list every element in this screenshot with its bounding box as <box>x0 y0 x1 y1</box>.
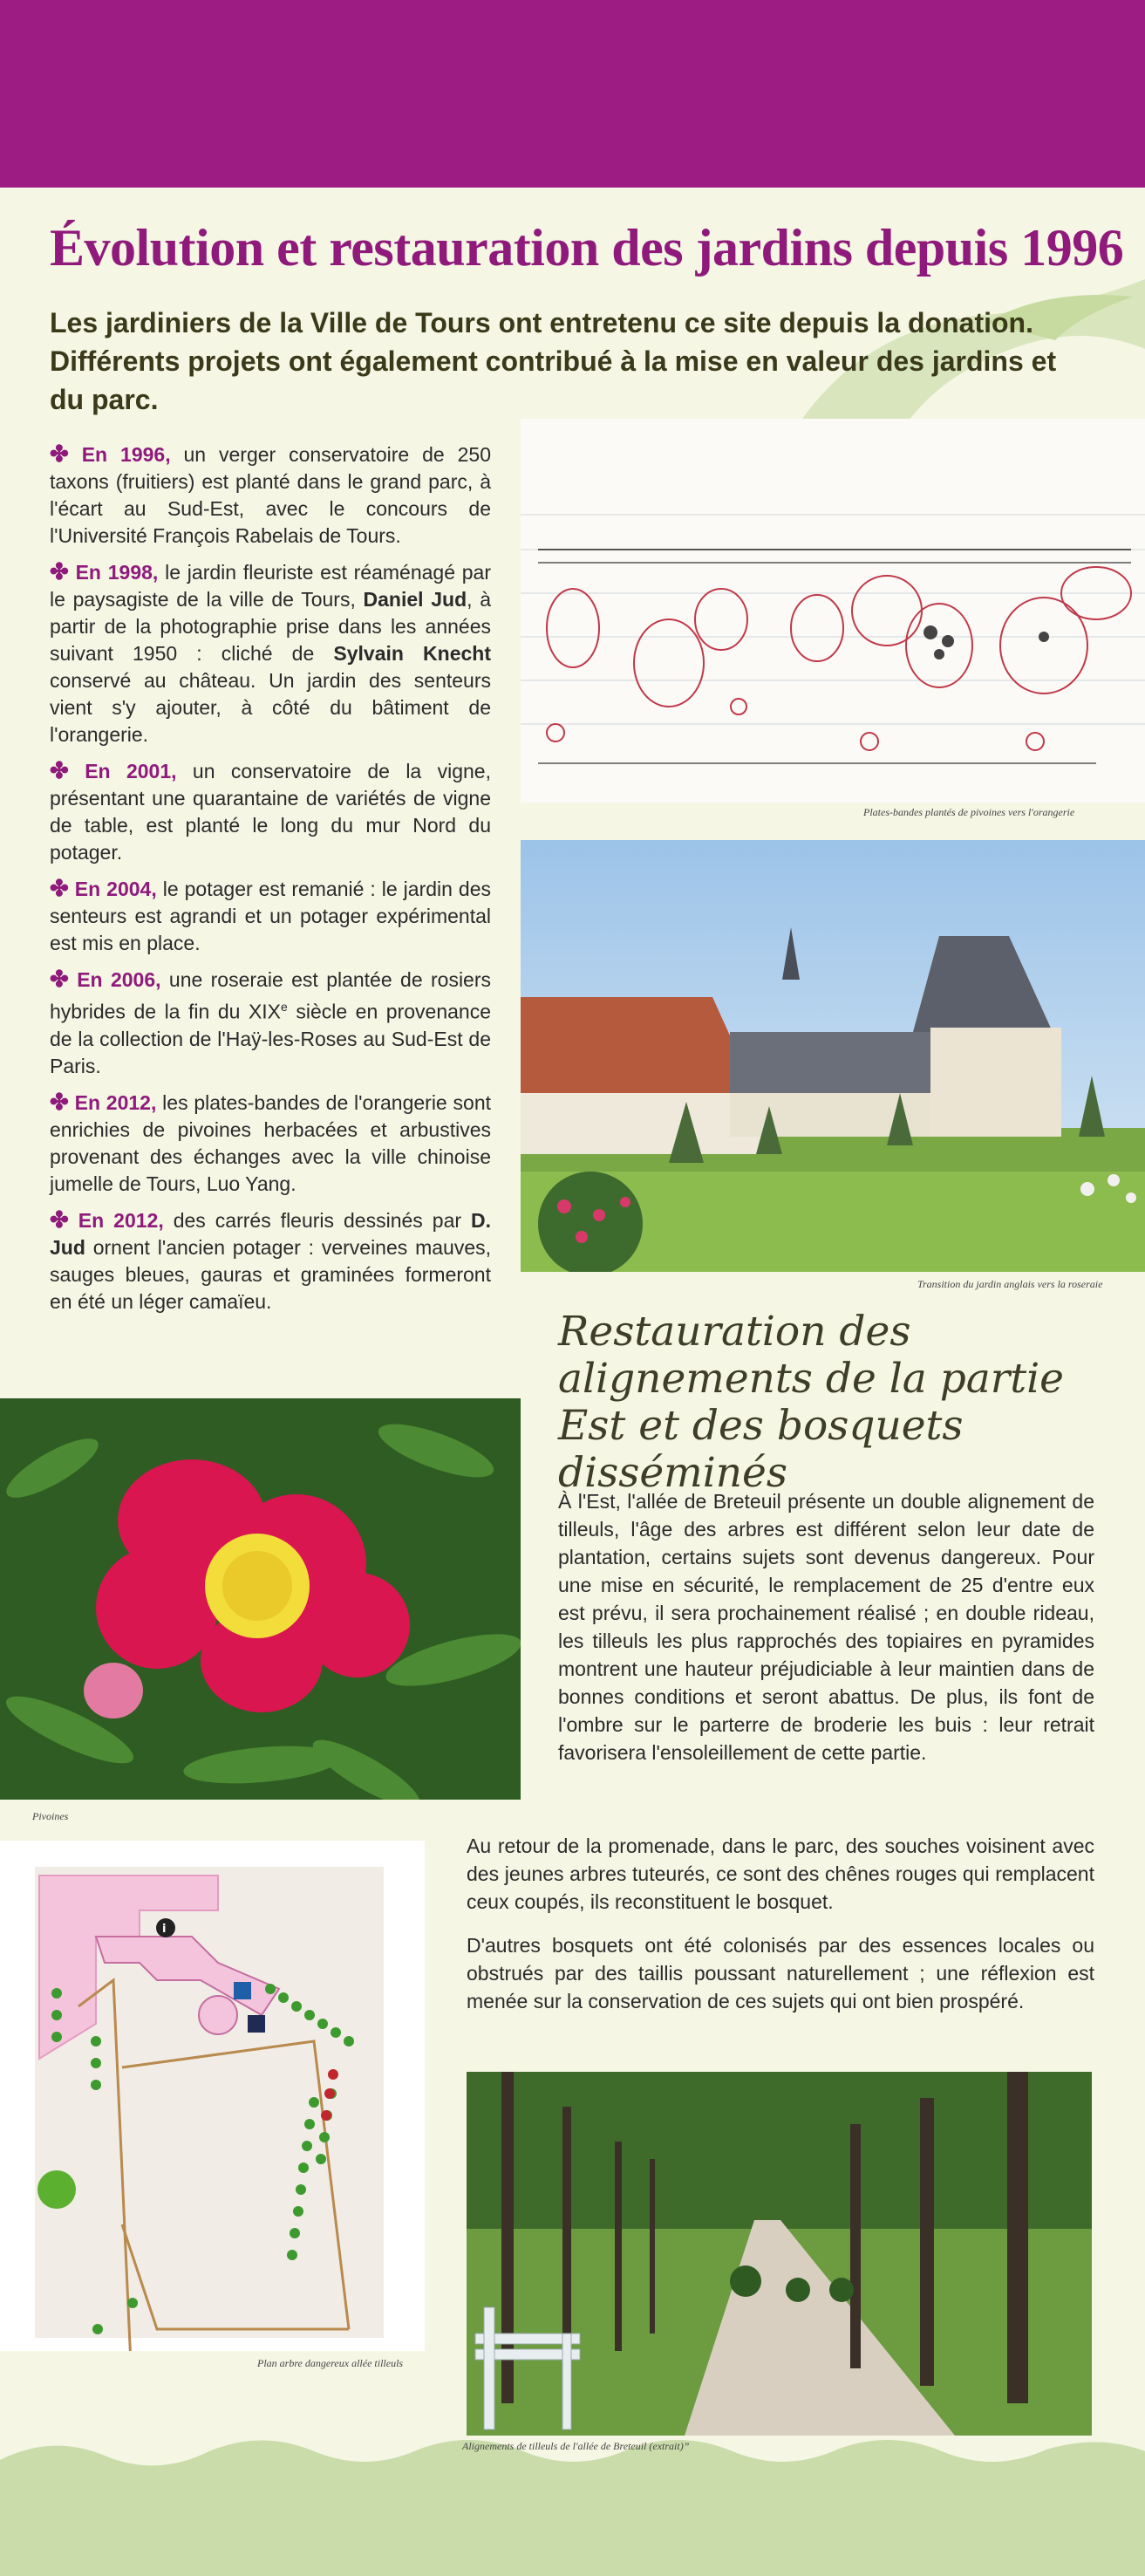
history-item <box>50 966 491 1080</box>
sketch-drawing <box>521 419 1145 803</box>
accessibility-icon <box>248 2015 265 2033</box>
history-text: une roseraie est plantée de rosiers hybrides de la fin du XIX <box>50 968 491 1023</box>
flower-bullet-icon: ✤ <box>50 558 69 584</box>
section-body <box>558 1487 1094 1782</box>
flower-bullet-icon: ✤ <box>50 757 69 783</box>
history-year: En 2004, <box>74 878 157 900</box>
castle-illustration <box>521 840 1145 1272</box>
flower-bullet-icon: ✤ <box>50 1088 69 1115</box>
person-name: D. Jud <box>50 1208 492 1259</box>
history-text: le potager est remanié : le jardin des senteurs est agrandi et un potager expérimental est mis en place. <box>50 878 492 954</box>
history-item <box>50 1089 491 1198</box>
history-year: En 1996, <box>81 443 171 466</box>
history-item <box>50 441 491 550</box>
history-year: En 2012, <box>78 1208 164 1232</box>
header-wave <box>0 131 1145 201</box>
flower-bullet-icon: ✤ <box>50 966 69 992</box>
history-year: En 1998, <box>75 561 159 584</box>
history-text: un conservatoire de la vigne, présentant une quarantaine de variétés de vigne de table, est planté le long du mur Nord du potager. <box>50 760 491 864</box>
flower-bullet-icon: ✤ <box>50 875 69 901</box>
history-year: En 2001, <box>85 760 177 782</box>
lower-paragraph: Au retour de la promenade, dans le parc, des souches voisinent avec des jeunes arbres tuteurés, ce sont des chênes rouges qui remplacent ceux coupés, ils reconstituent le bosquet. <box>467 1835 1094 1913</box>
person-name: Sylvain Knecht <box>333 642 491 665</box>
info-icon-label: i <box>162 1923 167 1936</box>
history-item <box>50 558 491 748</box>
peony-caption: Pivoines <box>32 1810 69 1822</box>
map-drawing <box>0 1841 425 2351</box>
lower-paragraph: D'autres bosquets ont été colonisés par des essences locales ou obstrués par des taillis poussant naturellement ; une réflexion est menée sur la conservation de ces sujets qui ont bien prospéré. <box>467 1934 1094 2012</box>
flower-bullet-icon: ✤ <box>50 441 69 467</box>
history-item <box>50 1206 491 1315</box>
history-text: un verger conservatoire de 250 taxons (fruitiers) est planté dans le grand parc, à l'écart au Sud-Est, avec le concours de l'Université François Rabelais de Tours. <box>50 443 491 547</box>
page-title: Évolution et restauration des jardins depuis 1996 <box>50 219 1124 277</box>
history-year: En 2006, <box>77 968 161 991</box>
history-text: ornent l'ancien potager : verveines mauves, sauges bleues, gauras et graminées formeront en été un léger camaïeu. <box>50 1235 491 1313</box>
history-text: des carrés fleuris dessinés par <box>163 1208 472 1232</box>
tree-map <box>0 1841 425 2351</box>
flower-bullet-icon: ✤ <box>50 1206 69 1233</box>
history-item <box>50 757 491 866</box>
castle-caption: Transition du jardin anglais vers la roseraie <box>917 1278 1103 1290</box>
toilet-icon <box>234 1982 251 1999</box>
peony-photo <box>0 1398 521 1800</box>
lead-paragraph: Les jardiniers de la Ville de Tours ont entretenu ce site depuis la donation. Différents projets ont également contribué à la mise en valeur des jardins et du parc. <box>50 307 1057 415</box>
castle-garden-photo <box>521 840 1145 1272</box>
sketch-caption: Plates-bandes plantés de pivoines vers l'orangerie <box>863 806 1075 818</box>
history-year: En 2012, <box>74 1090 157 1114</box>
alley-illustration <box>467 2072 1092 2436</box>
section-paragraph: À l'Est, l'allée de Breteuil présente un double alignement de tilleuls, l'âge des arbres est différent selon leur date de plantation, certains sujets sont devenus dangereux. Pour une mise en sécurité, le remplacement de 25 d'entre eux est prévu, il sera prochainement réalisé ; en double rideau, les tilleuls les plus rapprochés des topiaires en pyramides montrent une hauteur préjudiciable à leur maintien dans de bonnes conditions et seront abattus. De plus, ils font de l'ombre sur le parterre de broderie les buis : leur retrait favorisera l'ensoleillement de cette partie. <box>558 1490 1094 1764</box>
superscript: e <box>281 1000 288 1014</box>
garden-sketch-image <box>521 419 1145 803</box>
history-text: siècle en provenance de la collection de l'Haÿ-les-Roses au Sud-Est de Paris. <box>50 1000 491 1077</box>
history-text: les plates-bandes de l'orangerie sont enrichies de pivoines herbacées et arbustives provenant des échanges avec la ville chinoise jumelle de Tours, Luo Yang. <box>50 1090 492 1195</box>
person-name: Daniel Jud <box>363 588 467 611</box>
section-title: Restauration des alignements de la partie Est et des bosquets disséminés <box>558 1308 1064 1497</box>
peony-illustration <box>0 1398 521 1800</box>
lower-body <box>467 1832 1094 2031</box>
alley-caption: Alignements de tilleuls de l'allée de Breteuil (extrait)” <box>462 2440 690 2452</box>
alley-photo <box>467 2072 1092 2436</box>
map-caption: Plan arbre dangereux allée tilleuls <box>257 2357 404 2369</box>
history-text: conservé au château. Un jardin des senteurs vient s'y ajouter, à côté du bâtiment de l'orangerie. <box>50 669 491 746</box>
history-list <box>50 441 491 1324</box>
history-text: , à partir de la photographie prise dans les années suivant 1950 : cliché de <box>50 588 491 665</box>
history-text: le jardin fleuriste est réaménagé par le paysagiste de la ville de Tours, <box>50 561 492 611</box>
history-item <box>50 875 491 957</box>
